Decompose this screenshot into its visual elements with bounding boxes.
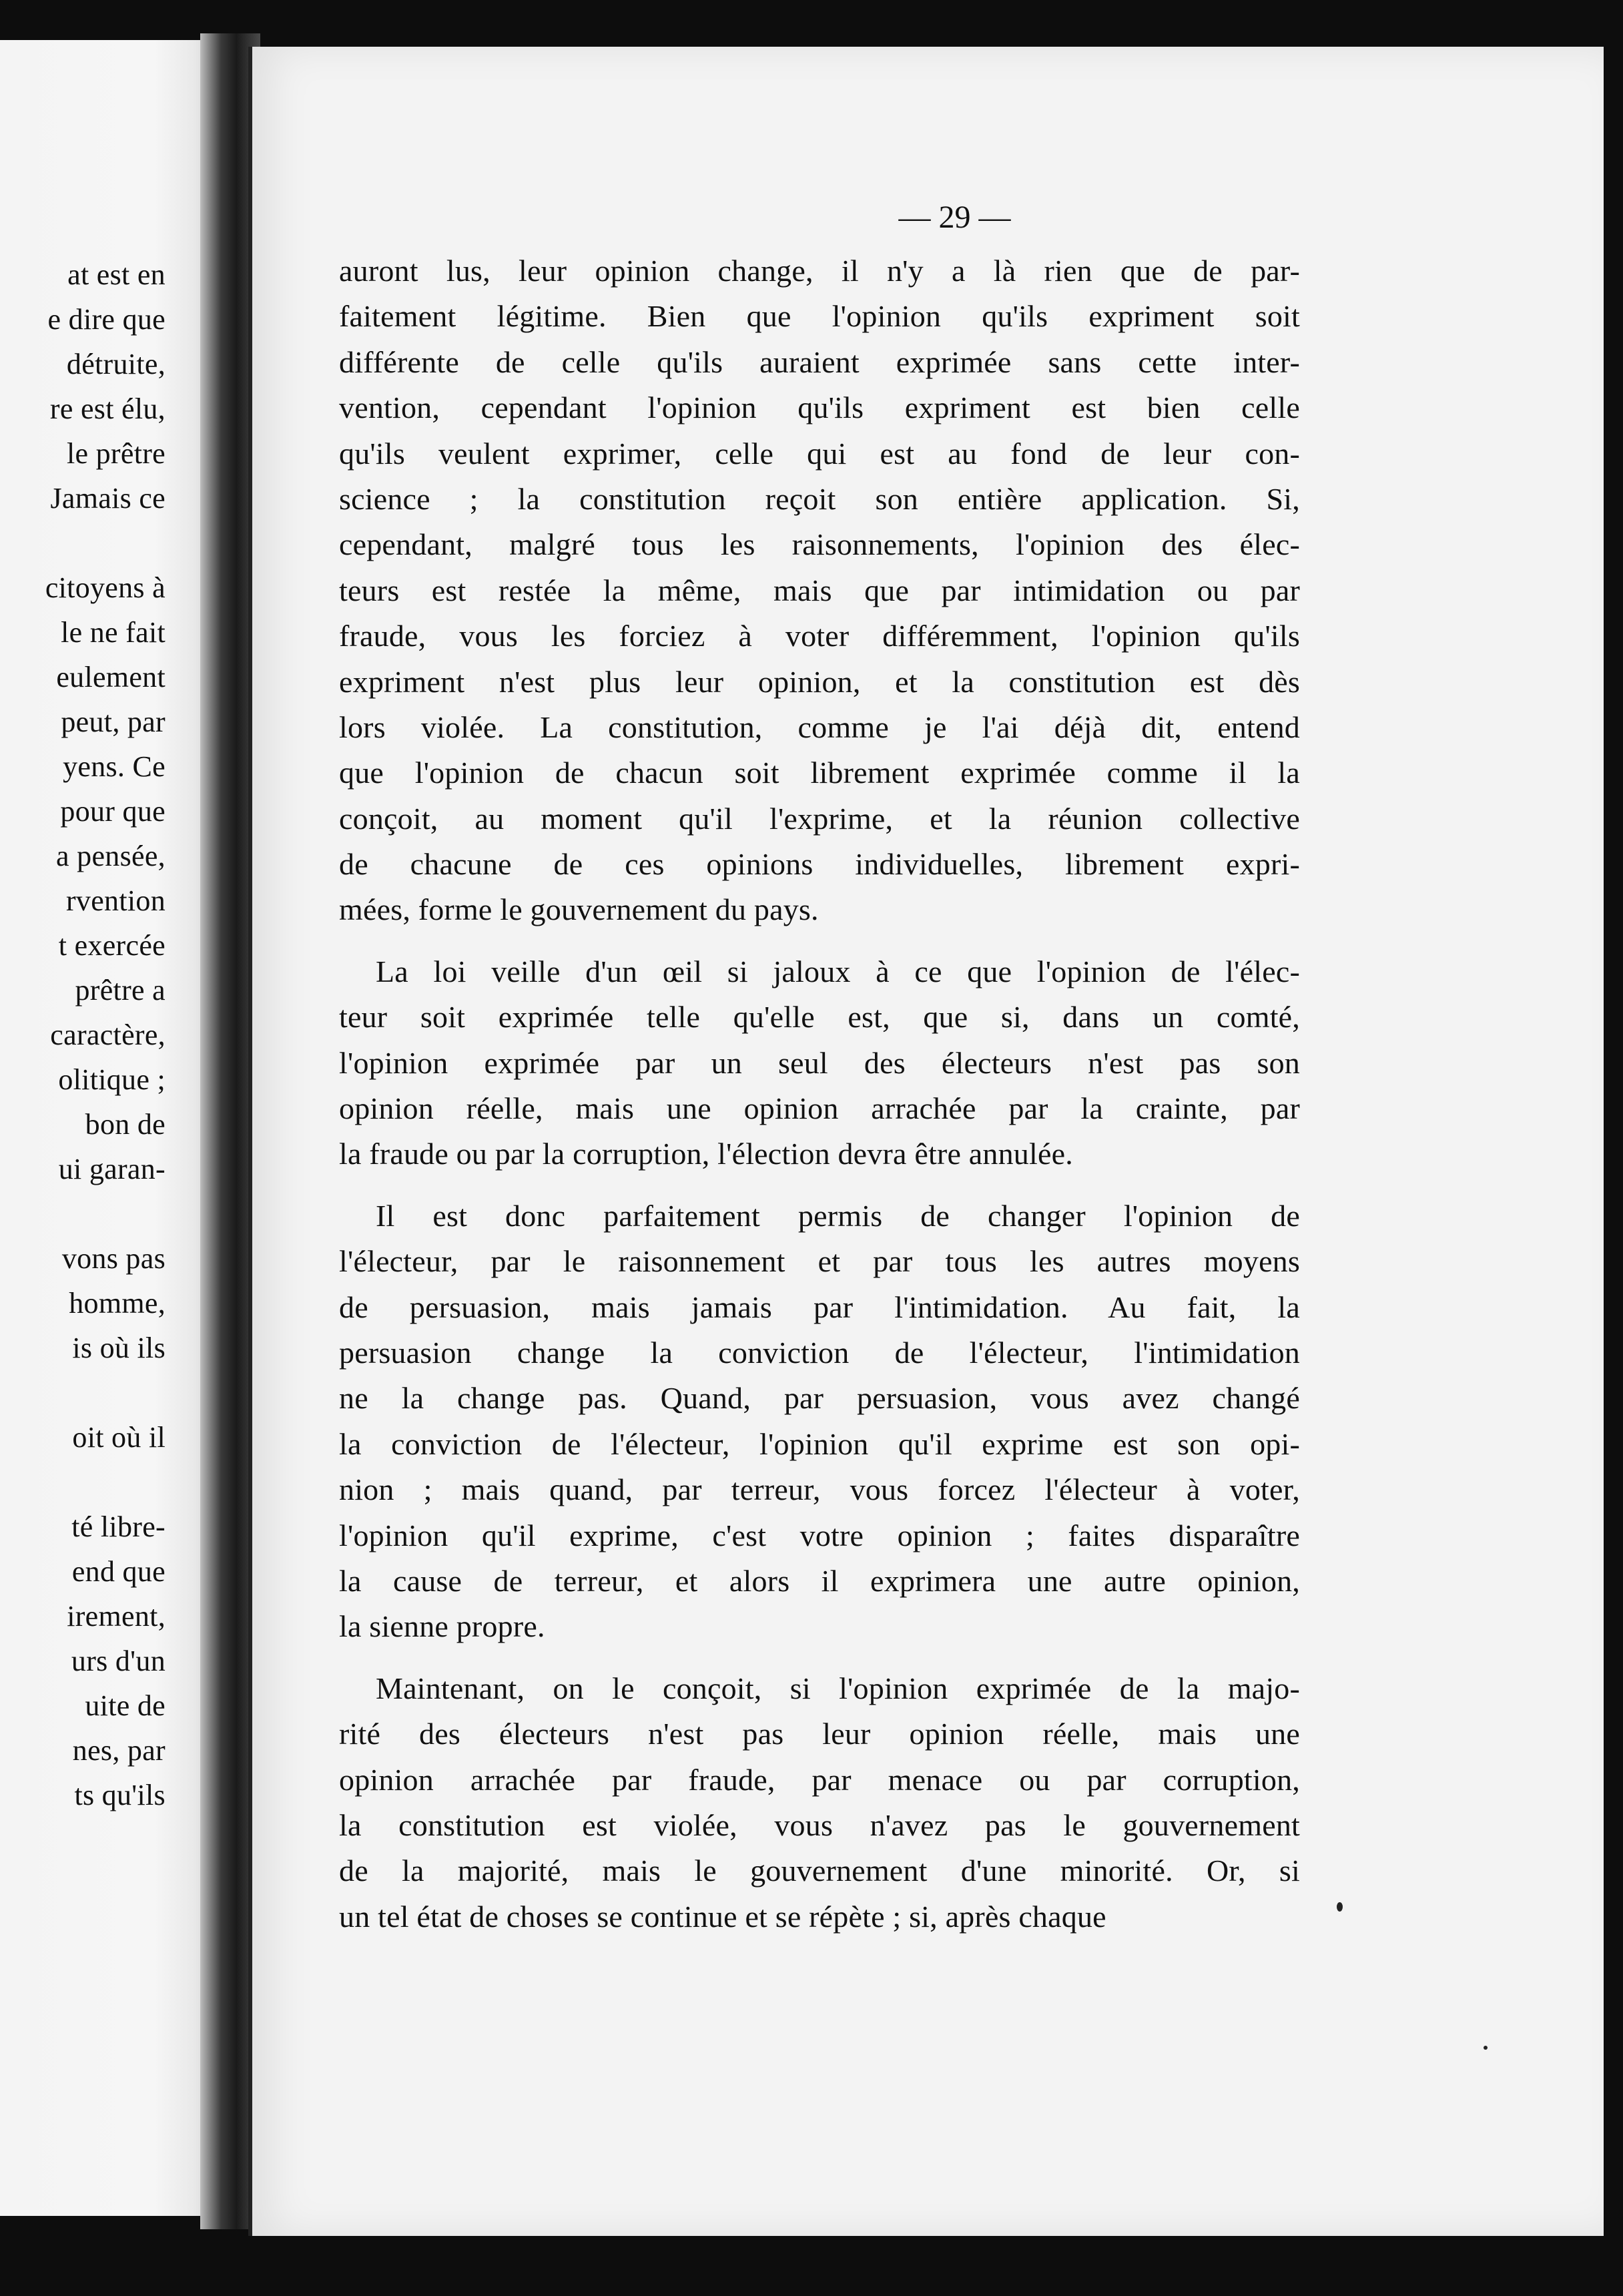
facing-page-line bbox=[0, 1191, 166, 1236]
facing-page-fragment bbox=[0, 40, 220, 2216]
text-line: Il est donc parfaitement permis de changer l'opinion de bbox=[376, 1198, 1300, 1233]
page-body-text bbox=[339, 248, 1300, 1940]
facing-page-line: le prêtre bbox=[66, 437, 166, 470]
facing-page-line: uite de bbox=[85, 1689, 166, 1722]
page-number: — 29 — bbox=[898, 200, 1011, 235]
facing-page-line: pour que bbox=[60, 795, 166, 828]
text-line: de chacune de ces opinions individuelles, librement expri- bbox=[339, 847, 1300, 882]
text-line: ne la change pas. Quand, par persuasion, vous avez changé bbox=[339, 1381, 1300, 1416]
facing-page-line: peut, par bbox=[61, 705, 166, 738]
text-line: teurs est restée la même, mais que par intimidation ou par bbox=[339, 573, 1300, 607]
facing-page-line: té libre- bbox=[71, 1510, 166, 1543]
text-line: Maintenant, on le conçoit, si l'opinion exprimée de la majo- bbox=[376, 1671, 1300, 1705]
paragraph bbox=[339, 248, 1300, 933]
facing-page-line: e dire que bbox=[47, 303, 166, 336]
text-line: science ; la constitution reçoit son entière application. Si, bbox=[339, 481, 1300, 516]
facing-page-line: prêtre a bbox=[75, 974, 166, 1007]
text-line: l'opinion qu'il exprime, c'est votre opinion ; faites disparaître bbox=[339, 1518, 1300, 1552]
facing-page-line: urs d'un bbox=[71, 1645, 166, 1677]
facing-page-line: citoyens à bbox=[45, 571, 166, 604]
text-line: persuasion change la conviction de l'électeur, l'intimidation bbox=[339, 1335, 1300, 1370]
text-line: rité des électeurs n'est pas leur opinion réelle, mais une bbox=[339, 1717, 1300, 1751]
facing-page-line: is où ils bbox=[72, 1332, 166, 1364]
facing-page-line bbox=[0, 521, 166, 565]
text-line: l'opinion exprimée par un seul des électeurs n'est pas son bbox=[339, 1045, 1300, 1080]
text-line: mées, forme le gouvernement du pays. bbox=[339, 892, 819, 927]
facing-page-line: oit où il bbox=[72, 1421, 166, 1454]
text-line: différente de celle qu'ils auraient exprimée sans cette inter- bbox=[339, 344, 1300, 379]
text-line: un tel état de choses se continue et se répète ; si, après chaque bbox=[339, 1899, 1106, 1934]
facing-page-line bbox=[0, 1460, 166, 1504]
text-line: opinion arrachée par fraude, par menace ou par corruption, bbox=[339, 1762, 1300, 1797]
text-line: teur soit exprimée telle qu'elle est, que si, dans un comté, bbox=[339, 1000, 1300, 1035]
facing-page-line: re est élu, bbox=[49, 392, 166, 425]
text-line: nion ; mais quand, par terreur, vous forcez l'électeur à voter, bbox=[339, 1472, 1300, 1507]
text-line: de persuasion, mais jamais par l'intimidation. Au fait, la bbox=[339, 1289, 1300, 1324]
text-line: fraude, vous les forciez à voter différemment, l'opinion qu'ils bbox=[339, 619, 1300, 653]
facing-page-line: ui garan- bbox=[58, 1153, 166, 1185]
facing-page-line: rvention bbox=[65, 884, 166, 917]
text-line: que l'opinion de chacun soit librement exprimée comme il la bbox=[339, 756, 1300, 790]
facing-page-line: Jamais ce bbox=[50, 482, 166, 515]
text-line: la fraude ou par la corruption, l'élection devra être annulée. bbox=[339, 1137, 1073, 1171]
text-line: cependant, malgré tous les raisonnements, l'opinion des élec- bbox=[339, 527, 1300, 562]
text-line: expriment n'est plus leur opinion, et la constitution est dès bbox=[339, 664, 1300, 699]
facing-page-text bbox=[0, 252, 166, 1817]
paragraph bbox=[339, 1193, 1300, 1650]
text-line: la sienne propre. bbox=[339, 1609, 545, 1644]
scan-speck bbox=[1337, 1902, 1343, 1912]
text-line: lors violée. La constitution, comme je l'ai déjà dit, entend bbox=[339, 709, 1300, 744]
main-page bbox=[248, 47, 1604, 2236]
text-line: de la majorité, mais le gouvernement d'une minorité. Or, si bbox=[339, 1853, 1300, 1888]
facing-page-line: irement, bbox=[67, 1600, 166, 1633]
facing-page-line: caractère, bbox=[50, 1019, 166, 1051]
text-line: conçoit, au moment qu'il l'exprime, et la réunion collective bbox=[339, 801, 1300, 836]
facing-page-line bbox=[0, 1370, 166, 1415]
text-line: faitement légitime. Bien que l'opinion qu'ils expriment soit bbox=[339, 299, 1300, 334]
facing-page-line: bon de bbox=[85, 1108, 166, 1141]
text-line: qu'ils veulent exprimer, celle qui est au fond de leur con- bbox=[339, 436, 1300, 471]
facing-page-line: yens. Ce bbox=[63, 750, 166, 783]
text-line: opinion réelle, mais une opinion arrachée par la crainte, par bbox=[339, 1091, 1300, 1126]
text-line: auront lus, leur opinion change, il n'y a là rien que de par- bbox=[339, 254, 1300, 288]
facing-page-line: détruite, bbox=[66, 348, 166, 380]
paragraph bbox=[339, 949, 1300, 1177]
text-line: la cause de terreur, et alors il exprimera une autre opinion, bbox=[339, 1563, 1300, 1598]
scan-speck bbox=[1484, 2046, 1488, 2050]
text-line: La loi veille d'un œil si jaloux à ce que l'opinion de l'élec- bbox=[376, 954, 1300, 988]
text-line: la conviction de l'électeur, l'opinion qu'il exprime est son opi- bbox=[339, 1426, 1300, 1461]
facing-page-line: eulement bbox=[56, 661, 166, 693]
text-line: l'électeur, par le raisonnement et par tous les autres moyens bbox=[339, 1244, 1300, 1279]
facing-page-line: vons pas bbox=[61, 1242, 166, 1275]
facing-page-line: olitique ; bbox=[58, 1063, 166, 1096]
text-line: vention, cependant l'opinion qu'ils expriment est bien celle bbox=[339, 390, 1300, 425]
paragraph bbox=[339, 1666, 1300, 1940]
facing-page-line: le ne fait bbox=[61, 616, 166, 649]
facing-page-line: end que bbox=[71, 1555, 166, 1588]
facing-page-line: homme, bbox=[69, 1287, 166, 1320]
facing-page-line: at est en bbox=[67, 258, 166, 291]
facing-page-line: t exercée bbox=[58, 929, 166, 962]
text-line: la constitution est violée, vous n'avez pas le gouvernement bbox=[339, 1807, 1300, 1842]
facing-page-line: ts qu'ils bbox=[74, 1779, 166, 1811]
facing-page-line: nes, par bbox=[72, 1734, 166, 1767]
facing-page-line: a pensée, bbox=[56, 840, 166, 872]
